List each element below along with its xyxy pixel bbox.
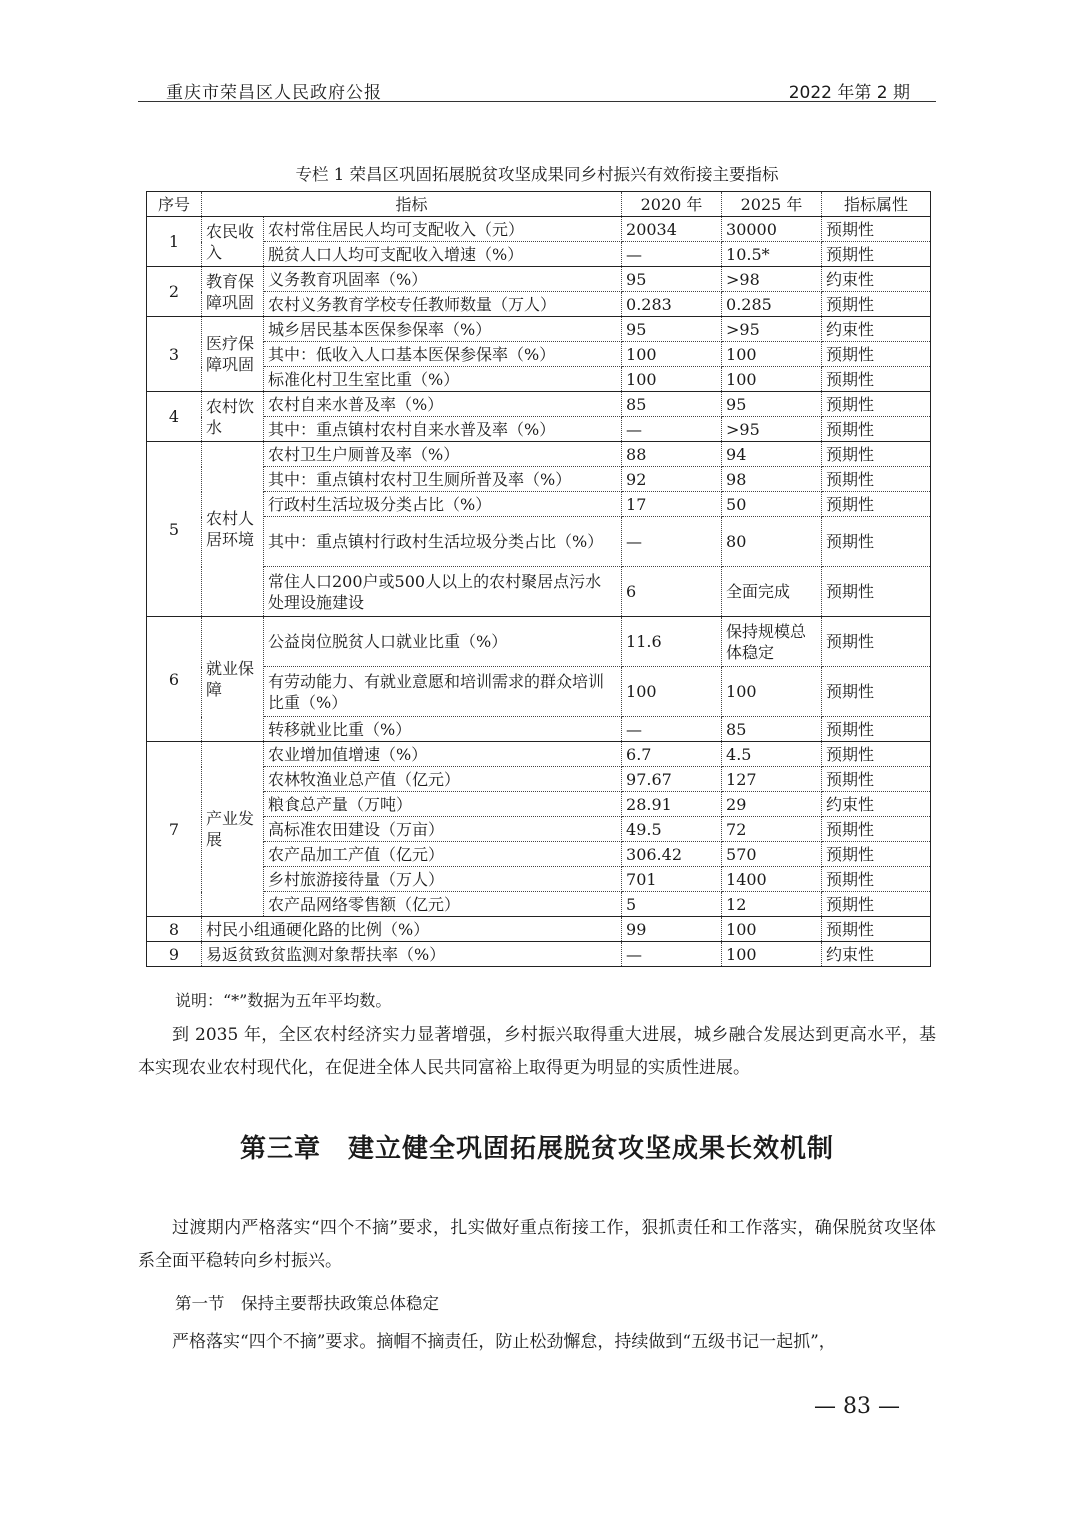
indicator-attr: 预期性 [822, 667, 931, 717]
value-2020: 306.42 [622, 842, 722, 867]
table-row [147, 217, 931, 242]
paragraph-transition: 过渡期内严格落实“四个不摘”要求，扎实做好重点衔接工作，狠抓责任和工作落实，确保脱贫攻坚体系全面平稳转向乡村振兴。 [138, 1218, 936, 1271]
value-2025: 29 [722, 792, 822, 817]
value-2020: 17 [622, 492, 722, 517]
value-2020: 100 [622, 367, 722, 392]
indicator-attr: 预期性 [822, 817, 931, 842]
page-number: — 83 — [814, 1394, 900, 1419]
table-row [147, 667, 931, 717]
row-category: 农村人居环境 [202, 442, 264, 617]
col-indicator: 指标 [202, 192, 622, 217]
indicator-name: 乡村旅游接待量（万人） [264, 867, 622, 892]
row-category: 产业发展 [202, 742, 264, 917]
indicator-attr: 预期性 [822, 342, 931, 367]
table-row [147, 392, 931, 417]
row-seq: 1 [147, 217, 202, 267]
indicator-name: 农村义务教育学校专任教师数量（万人） [264, 292, 622, 317]
indicator-name: 公益岗位脱贫人口就业比重（%） [264, 617, 622, 667]
value-2020: — [622, 517, 722, 567]
value-2025: 30000 [722, 217, 822, 242]
table-row [147, 292, 931, 317]
value-2025: >98 [722, 267, 822, 292]
indicator-name: 义务教育巩固率（%） [264, 267, 622, 292]
value-2025: 4.5 [722, 742, 822, 767]
value-2020: 28.91 [622, 792, 722, 817]
row-seq: 9 [147, 942, 202, 967]
indicator-name: 农产品加工产值（亿元） [264, 842, 622, 867]
indicator-table [146, 191, 931, 967]
row-seq: 6 [147, 617, 202, 742]
indicator-attr: 预期性 [822, 242, 931, 267]
table-row [147, 517, 931, 567]
value-2020: 92 [622, 467, 722, 492]
indicator-attr: 预期性 [822, 292, 931, 317]
indicator-attr: 预期性 [822, 867, 931, 892]
indicator-name: 农村常住居民人均可支配收入（元） [264, 217, 622, 242]
table-row [147, 742, 931, 767]
row-category: 就业保障 [202, 617, 264, 742]
indicator-name: 农村卫生户厕普及率（%） [264, 442, 622, 467]
col-attr: 指标属性 [822, 192, 931, 217]
value-2020: 97.67 [622, 767, 722, 792]
value-2025: 72 [722, 817, 822, 842]
row-category: 农民收入 [202, 217, 264, 267]
value-2025: 100 [722, 942, 822, 967]
value-2025: 570 [722, 842, 822, 867]
table-row [147, 617, 931, 667]
indicator-attr: 预期性 [822, 742, 931, 767]
header-title: 重庆市荣昌区人民政府公报 [166, 83, 382, 103]
indicator-name: 脱贫人口人均可支配收入增速（%） [264, 242, 622, 267]
value-2025: 10.5* [722, 242, 822, 267]
indicator-attr: 预期性 [822, 567, 931, 617]
value-2020: — [622, 942, 722, 967]
table-row [147, 317, 931, 342]
table-row [147, 442, 931, 467]
indicator-attr: 预期性 [822, 442, 931, 467]
table-row [147, 767, 931, 792]
indicator-attr: 预期性 [822, 392, 931, 417]
row-category: 教育保障巩固 [202, 267, 264, 317]
value-2020: 20034 [622, 217, 722, 242]
indicator-attr: 预期性 [822, 917, 931, 942]
indicator-name: 其中：重点镇村农村卫生厕所普及率（%） [264, 467, 622, 492]
value-2020: 6.7 [622, 742, 722, 767]
col-2025: 2025 年 [722, 192, 822, 217]
indicator-name: 高标准农田建设（万亩） [264, 817, 622, 842]
table-note: 说明：“*”数据为五年平均数。 [175, 991, 392, 1010]
indicator-attr: 预期性 [822, 217, 931, 242]
table-row [147, 367, 931, 392]
value-2020: 701 [622, 867, 722, 892]
table-row [147, 467, 931, 492]
value-2020: 85 [622, 392, 722, 417]
value-2025: >95 [722, 317, 822, 342]
indicator-name: 易返贫致贫监测对象帮扶率（%） [202, 942, 622, 967]
header-issue: 2022 年第 2 期 [788, 83, 910, 103]
value-2025: 95 [722, 392, 822, 417]
paragraph-four-not: 严格落实“四个不摘”要求。摘帽不摘责任，防止松劲懈怠，持续做到“五级书记一起抓”， [172, 1332, 836, 1352]
indicator-name: 农林牧渔业总产值（亿元） [264, 767, 622, 792]
indicator-name: 有劳动能力、有就业意愿和培训需求的群众培训比重（%） [264, 667, 622, 717]
value-2025: 80 [722, 517, 822, 567]
indicator-name: 农村自来水普及率（%） [264, 392, 622, 417]
value-2025: 100 [722, 667, 822, 717]
indicator-attr: 预期性 [822, 892, 931, 917]
row-seq: 7 [147, 742, 202, 917]
indicator-name: 行政村生活垃圾分类占比（%） [264, 492, 622, 517]
indicator-name: 其中：重点镇村农村自来水普及率（%） [264, 417, 622, 442]
indicator-attr: 约束性 [822, 317, 931, 342]
indicator-attr: 约束性 [822, 267, 931, 292]
value-2025: 100 [722, 342, 822, 367]
value-2020: 95 [622, 267, 722, 292]
table-row [147, 717, 931, 742]
paragraph-2035: 到 2035 年，全区农村经济实力显著增强，乡村振兴取得重大进展，城乡融合发展达到更高水平，基本实现农业农村现代化，在促进全体人民共同富裕上取得更为明显的实质性进展。 [138, 1025, 936, 1078]
table-row [147, 342, 931, 367]
indicator-attr: 预期性 [822, 367, 931, 392]
table-header-row [147, 192, 931, 217]
indicator-name: 常住人口200户或500人以上的农村聚居点污水处理设施建设 [264, 567, 622, 617]
indicator-attr: 预期性 [822, 767, 931, 792]
row-seq: 5 [147, 442, 202, 617]
indicator-name: 城乡居民基本医保参保率（%） [264, 317, 622, 342]
indicator-name: 其中：重点镇村行政村生活垃圾分类占比（%） [264, 517, 622, 567]
value-2025: 12 [722, 892, 822, 917]
table-row [147, 242, 931, 267]
value-2020: — [622, 417, 722, 442]
value-2020: 95 [622, 317, 722, 342]
indicator-name: 农业增加值增速（%） [264, 742, 622, 767]
indicator-attr: 约束性 [822, 942, 931, 967]
value-2025: 50 [722, 492, 822, 517]
value-2025: 100 [722, 917, 822, 942]
table-row [147, 867, 931, 892]
value-2020: — [622, 242, 722, 267]
table-row [147, 792, 931, 817]
value-2025: 98 [722, 467, 822, 492]
table-row [147, 917, 931, 942]
indicator-attr: 预期性 [822, 842, 931, 867]
value-2025: >95 [722, 417, 822, 442]
chapter-heading: 第三章 建立健全巩固拓展脱贫攻坚成果长效机制 [239, 1134, 834, 1164]
value-2025: 85 [722, 717, 822, 742]
table-row [147, 892, 931, 917]
indicator-attr: 预期性 [822, 517, 931, 567]
value-2020: 6 [622, 567, 722, 617]
value-2025: 94 [722, 442, 822, 467]
value-2025: 保持规模总体稳定 [722, 617, 822, 667]
table-row [147, 492, 931, 517]
value-2020: 49.5 [622, 817, 722, 842]
table-row [147, 942, 931, 967]
indicator-attr: 预期性 [822, 492, 931, 517]
col-seq: 序号 [147, 192, 202, 217]
indicator-attr: 预期性 [822, 417, 931, 442]
value-2025: 0.285 [722, 292, 822, 317]
value-2020: 0.283 [622, 292, 722, 317]
table-row [147, 842, 931, 867]
table-row [147, 267, 931, 292]
table-body [147, 217, 931, 967]
value-2020: 100 [622, 342, 722, 367]
row-seq: 8 [147, 917, 202, 942]
value-2025: 127 [722, 767, 822, 792]
value-2025: 全面完成 [722, 567, 822, 617]
indicator-name: 标准化村卫生室比重（%） [264, 367, 622, 392]
indicator-attr: 预期性 [822, 617, 931, 667]
header-rule [138, 101, 936, 102]
table-row [147, 567, 931, 617]
value-2020: 5 [622, 892, 722, 917]
col-2020: 2020 年 [622, 192, 722, 217]
value-2020: — [622, 717, 722, 742]
section-heading: 第一节 保持主要帮扶政策总体稳定 [175, 1294, 439, 1313]
row-seq: 4 [147, 392, 202, 442]
indicator-name: 村民小组通硬化路的比例（%） [202, 917, 622, 942]
indicator-name: 农产品网络零售额（亿元） [264, 892, 622, 917]
table-row [147, 417, 931, 442]
row-category: 农村饮水 [202, 392, 264, 442]
value-2020: 11.6 [622, 617, 722, 667]
value-2020: 100 [622, 667, 722, 717]
indicator-name: 转移就业比重（%） [264, 717, 622, 742]
value-2020: 88 [622, 442, 722, 467]
row-seq: 2 [147, 267, 202, 317]
indicator-attr: 预期性 [822, 717, 931, 742]
table-title: 专栏 1 荣昌区巩固拓展脱贫攻坚成果同乡村振兴有效衔接主要指标 [295, 165, 779, 184]
table-row [147, 817, 931, 842]
value-2020: 99 [622, 917, 722, 942]
value-2025: 100 [722, 367, 822, 392]
row-seq: 3 [147, 317, 202, 392]
value-2025: 1400 [722, 867, 822, 892]
indicator-attr: 预期性 [822, 467, 931, 492]
indicator-attr: 约束性 [822, 792, 931, 817]
row-category: 医疗保障巩固 [202, 317, 264, 392]
indicator-name: 其中：低收入人口基本医保参保率（%） [264, 342, 622, 367]
indicator-name: 粮食总产量（万吨） [264, 792, 622, 817]
